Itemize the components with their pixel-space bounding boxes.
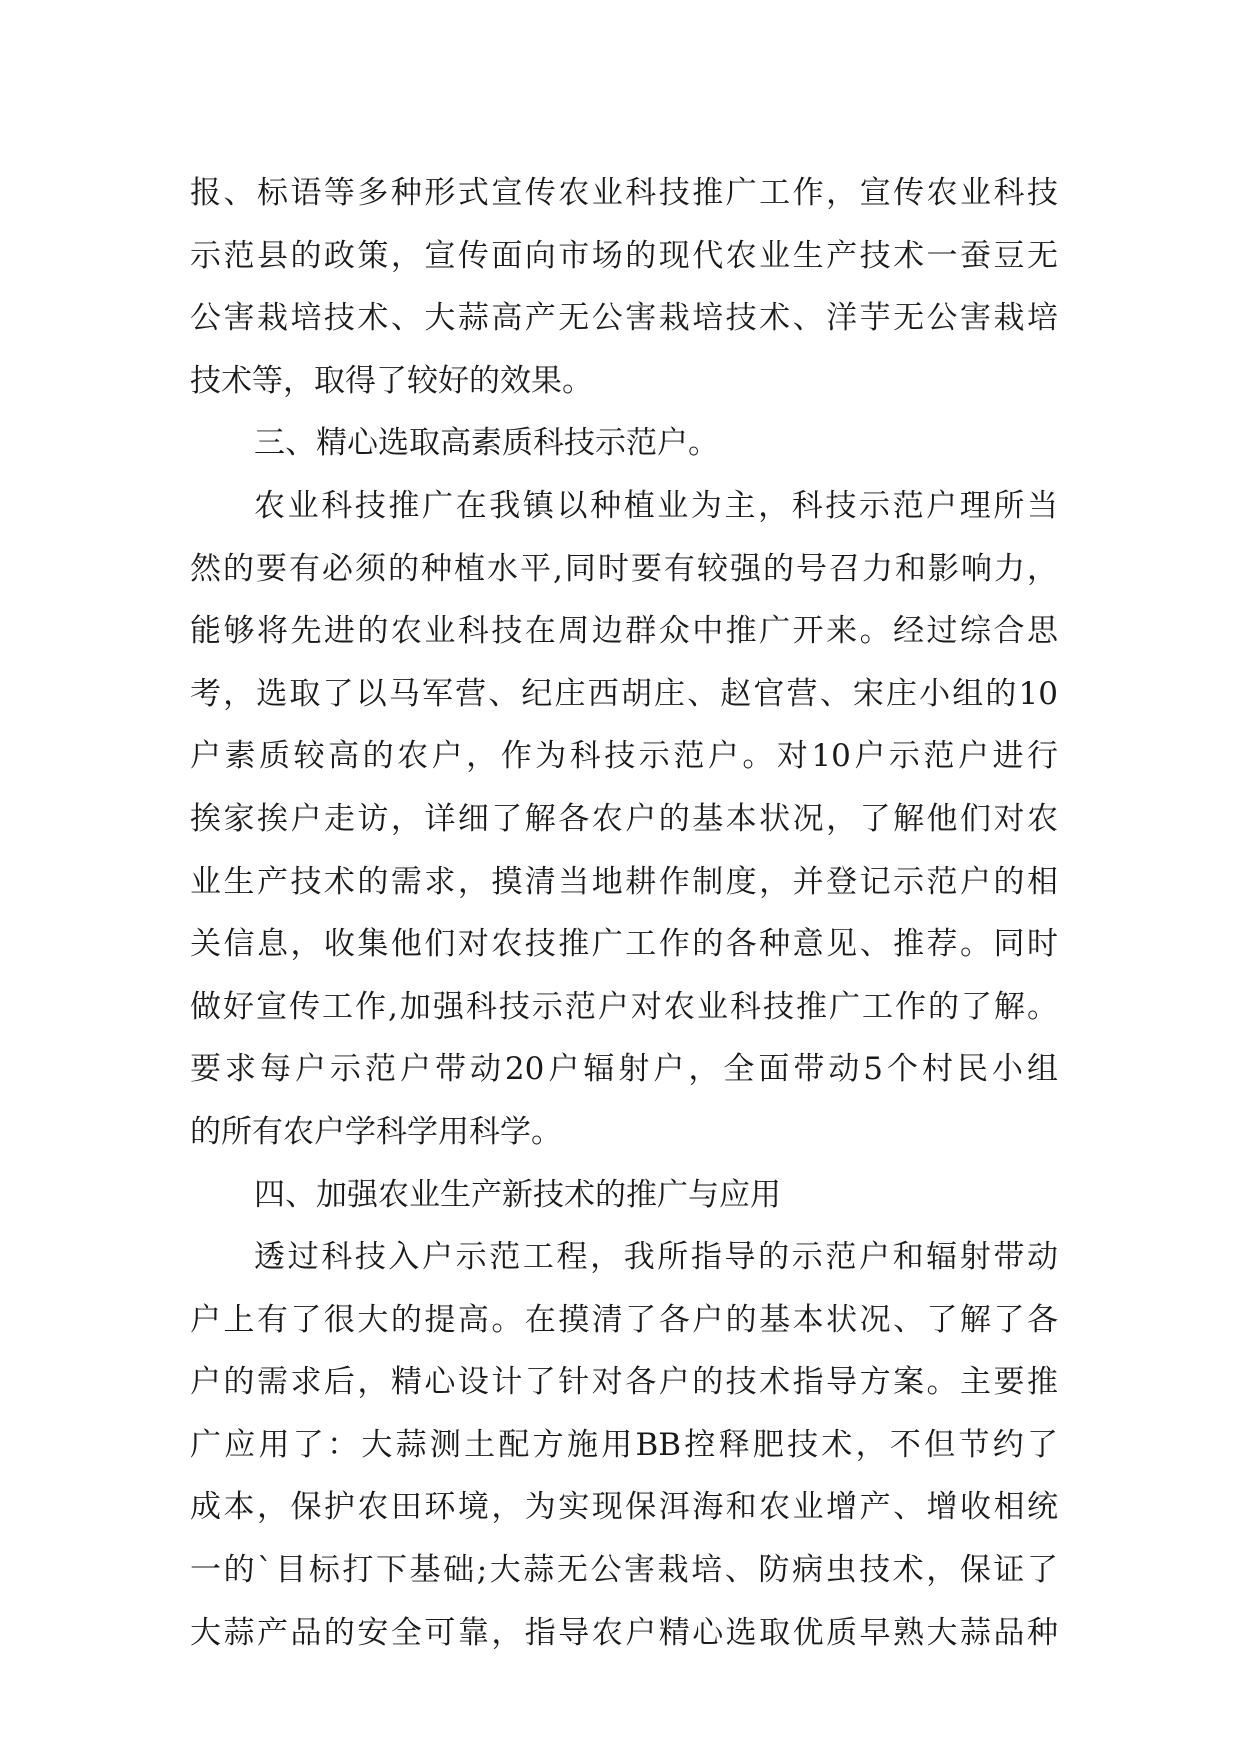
text-line: 能够将先进的农业科技在周边群众中推广开来。经过综合思 [190, 613, 1058, 650]
text-line: 示范县的政策，宣传面向市场的现代农业生产技术一蚕豆无 [190, 237, 1058, 274]
text-line: 三、精心选取高素质科技示范户。 [254, 425, 719, 462]
text-line: 成本，保护农田环境，为实现保洱海和农业增产、增收相统 [190, 1489, 1058, 1526]
text-line: 做好宣传工作,加强科技示范户对农业科技推广工作的了解。 [190, 988, 1058, 1025]
text-line: 四、加强农业生产新技术的推广与应用 [254, 1176, 781, 1213]
text-line: 考，选取了以马军营、纪庄西胡庄、赵官营、宋庄小组的10 [190, 675, 1058, 712]
text-line: 户的需求后，精心设计了针对各户的技术指导方案。主要推 [190, 1364, 1058, 1401]
text-line: 户素质较高的农户，作为科技示范户。对10户示范户进行 [190, 738, 1058, 775]
text-line: 关信息，收集他们对农技推广工作的各种意见、推荐。同时 [190, 926, 1058, 963]
text-line: 透过科技入户示范工程，我所指导的示范户和辐射带动 [254, 1239, 1058, 1276]
text-line: 业生产技术的需求，摸清当地耕作制度，并登记示范户的相 [190, 863, 1058, 900]
text-line: 的所有农户学科学用科学。 [190, 1113, 562, 1150]
text-line: 要求每户示范户带动20户辐射户，全面带动5个村民小组 [190, 1051, 1058, 1088]
text-line: 大蒜产品的安全可靠，指导农户精心选取优质早熟大蒜品种 [190, 1614, 1058, 1651]
text-line: 报、标语等多种形式宣传农业科技推广工作，宣传农业科技 [190, 175, 1058, 211]
text-line: 农业科技推广在我镇以种植业为主，科技示范户理所当 [254, 487, 1058, 524]
body-text [190, 162, 1058, 1664]
text-line: 公害栽培技术、大蒜高产无公害栽培技术、洋芋无公害栽培 [190, 300, 1058, 337]
text-line: 户上有了很大的提高。在摸清了各户的基本状况、了解了各 [190, 1301, 1058, 1338]
text-line: 一的`目标打下基础;大蒜无公害栽培、防病虫技术，保证了 [190, 1552, 1058, 1589]
text-line: 广应用了：大蒜测土配方施用BB控释肥技术，不但节约了 [190, 1426, 1058, 1463]
text-line: 技术等，取得了较好的效果。 [190, 362, 593, 399]
text-line: 然的要有必须的种植水平,同时要有较强的号召力和影响力， [190, 550, 1058, 587]
text-line: 挨家挨户走访，详细了解各农户的基本状况，了解他们对农 [190, 800, 1058, 837]
